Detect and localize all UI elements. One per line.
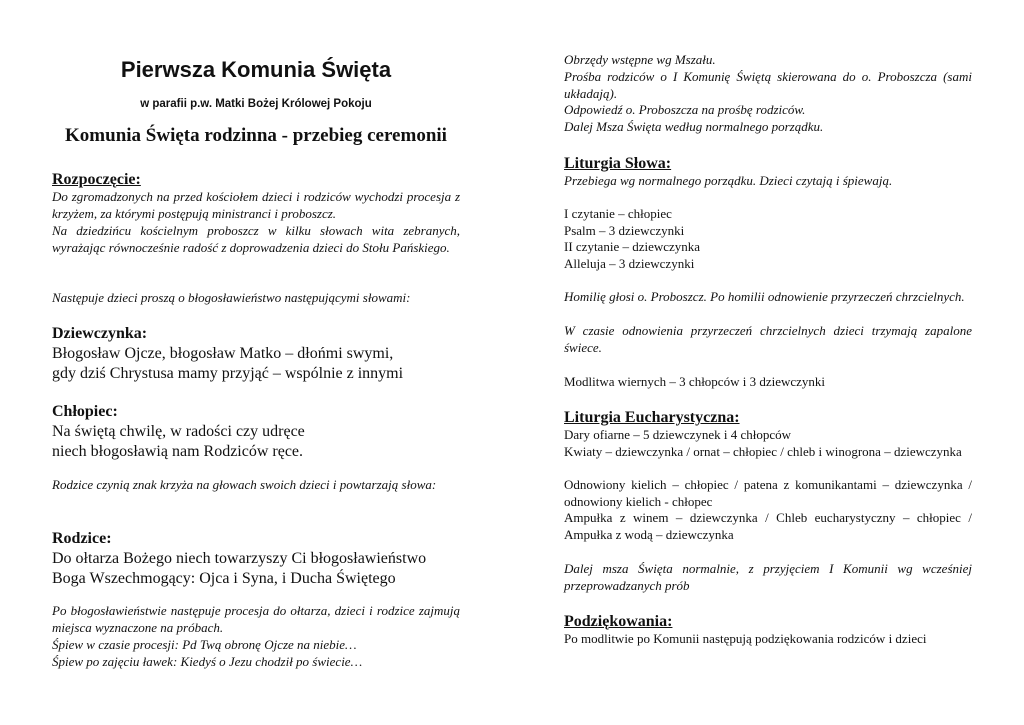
eucharist-line-2: Kwiaty – dziewczynka / ornat – chłopiec / chleb i winogrona – dziewczynka [564, 444, 962, 459]
reading-item-3: II czytanie – dziewczynka [564, 239, 701, 254]
obrzedy-line-1: Obrzędy wstępne wg Mszału. [564, 52, 716, 67]
eucharist-line-3: Odnowiony kielich – chłopiec / patena z komunikantami – dziewczynka / odnowiony kielich - chłopec [564, 477, 972, 509]
podziekowania-text: Po modlitwie po Komunii następują podziękowania rodziców i dzieci [564, 631, 927, 646]
cross-sign-note: Rodzice czynią znak krzyża na głowach swoich dzieci i powtarzają słowa: [52, 477, 437, 492]
reading-item-4: Alleluja – 3 dziewczynki [564, 256, 695, 271]
section-title-dziewczynka: Dziewczynka: [52, 325, 148, 342]
eucharist-line-1: Dary ofiarne – 5 dziewczynek i 4 chłopców [564, 427, 792, 442]
liturgia-slowa-note: Przebiega wg normalnego porządku. Dzieci czytają i śpiewają. [564, 173, 893, 188]
prayer-of-the-faithful: Modlitwa wiernych – 3 chłopców i 3 dziewczynki [564, 374, 826, 389]
eucharist-note: Dalej msza Święta normalnie, z przyjęciem I Komunii wg wcześniej przeprowadzanych prób [564, 561, 972, 593]
obrzedy-line-3: Odpowiedź o. Proboszcza na prośbę rodziców. [564, 102, 806, 117]
eucharist-line-4: Ampułka z winem – dziewczynka / Chleb eucharystyczny – chłopiec / Ampułka z wodą – dziewczynka [564, 510, 972, 542]
chlopiec-line-1: Na świętą chwilę, w radości czy udręce [52, 423, 305, 440]
page-title: Pierwsza Komunia Święta [120, 57, 392, 82]
procession-song-2: Śpiew po zajęciu ławek: Kiedyś o Jezu chodził po świecie… [52, 654, 363, 669]
rodzice-line-1: Do ołtarza Bożego niech towarzyszy Ci błogosławieństwo [52, 550, 427, 567]
rozpoczecie-paragraph-2: Na dziedzińcu kościelnym proboszcz w kilku słowach wita zebranych, wyrażając równocześnie radość z doprowadzenia dzieci do Stołu Pańskiego. [52, 223, 460, 255]
section-title-podziekowania: Podziękowania: [564, 613, 673, 630]
parish-subtitle: w parafii p.w. Matki Bożej Królowej Pokoju [140, 98, 372, 110]
rozpoczecie-paragraph-1: Do zgromadzonych na przed kościołem dzieci i rodziców wychodzi procesja z krzyżem, za którymi postępują ministranci i proboszcz. [52, 189, 460, 221]
homily-paragraph-2: W czasie odnowienia przyrzeczeń chrzcielnych dzieci trzymają zapalone świece. [564, 323, 972, 355]
section-title-liturgia-slowa: Liturgia Słowa: [564, 155, 672, 172]
procession-song-1: Śpiew w czasie procesji: Pd Twą obronę Ojcze na niebie… [52, 637, 357, 652]
rodzice-line-2: Boga Wszechmogący: Ojca i Syna, i Ducha Świętego [52, 570, 396, 587]
section-title-chlopiec: Chłopiec: [52, 403, 118, 420]
homily-paragraph-1: Homilię głosi o. Proboszcz. Po homilii odnowienie przyrzeczeń chrzcielnych. [564, 289, 965, 304]
chlopiec-line-2: niech błogosławią nam Rodziców ręce. [52, 443, 304, 460]
procession-paragraph: Po błogosławieństwie następuje procesja do ołtarza, dzieci i rodzice zajmują miejsca wyznaczone na próbach. [52, 603, 460, 635]
section-title-rodzice: Rodzice: [52, 530, 112, 547]
obrzedy-line-2: Prośba rodziców o I Komunię Świętą skierowana do o. Proboszcza (sami układają). [564, 69, 972, 101]
reading-item-1: I czytanie – chłopiec [564, 206, 672, 221]
reading-item-2: Psalm – 3 dziewczynki [564, 223, 685, 238]
section-title-rozpoczecie: Rozpoczęcie: [52, 171, 141, 188]
ceremony-heading: Komunia Święta rodzinna - przebieg ceremonii [65, 125, 447, 146]
obrzedy-line-4: Dalej Msza Święta według normalnego porządku. [564, 119, 824, 134]
dziewczynka-line-2: gdy dziś Chrystusa mamy przyjąć – wspólnie z innymi [52, 365, 404, 382]
blessing-intro: Następuje dzieci proszą o błogosławieństwo następującymi słowami: [52, 290, 411, 305]
section-title-liturgia-eucharystyczna: Liturgia Eucharystyczna: [564, 409, 740, 426]
dziewczynka-line-1: Błogosław Ojcze, błogosław Matko – dłońmi swymi, [52, 345, 394, 362]
